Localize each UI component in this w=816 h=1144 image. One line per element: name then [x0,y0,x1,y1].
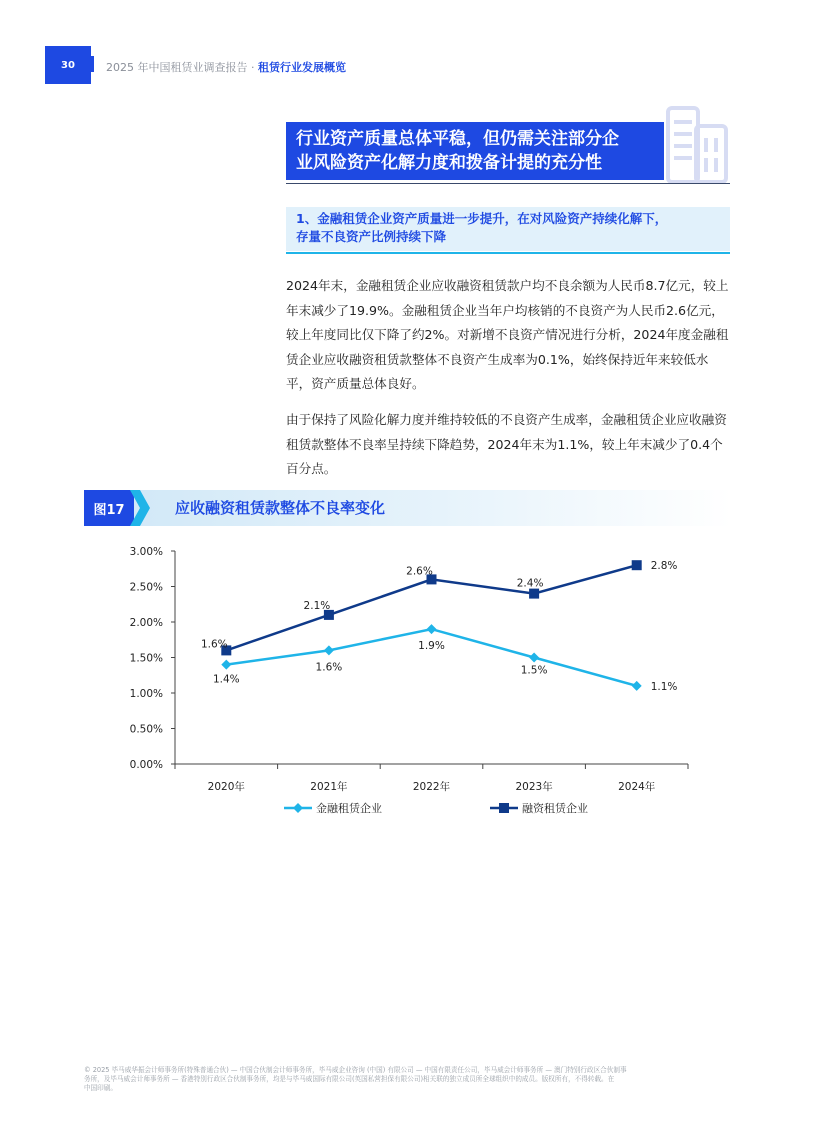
data-label: 1.6% [315,661,343,674]
y-tick-label: 2.00% [129,617,163,629]
y-tick-label: 2.50% [129,581,163,594]
line-chart [84,536,724,836]
figure-label: 图17 [84,490,134,526]
y-tick-label: 1.50% [129,652,163,665]
page-number: 30 [45,46,91,84]
data-point-marker [529,589,539,599]
x-tick-label: 2021年 [310,781,348,793]
data-label: 1.5% [520,664,548,677]
x-tick-label: 2024年 [618,781,656,793]
footer-line1: © 2025 毕马威华振会计师事务所(特殊普通合伙) — 中国合伙制会计师事务所，毕马威企业咨询 (中国) 有限公司 — 中国有限责任公司，毕马威会计师事务所 — 澳门特别行政区合伙制事 [84,1066,627,1074]
subheading [286,207,730,251]
x-tick-label: 2020年 [207,781,245,793]
chevron-right-icon [130,490,152,526]
subheading-line1: 1、金融租赁企业资产质量进一步提升，在对风险资产持续化解下， [296,211,668,226]
report-title: 2025 年中国租赁业调查报告 · [106,61,258,74]
data-label: 2.1% [303,599,331,612]
data-point-marker [632,681,642,691]
title-underline [286,183,730,184]
data-label: 1.6% [200,638,228,651]
body-paragraph-1: 2024年末，金融租赁企业应收融资租赁款户均不良余额为人民币8.7亿元，较上年末减少了19.9%。金融租赁企业当年户均核销的不良资产为人民币2.6亿元，较上年度同比仅下降了约2%。对新增不良资产情况进行分析，2024年度金融租赁企业应收融资租赁款整体不良资产生成率为0.1%，始终保持近年来较低水平，资产质量总体良好。 [286,278,729,391]
data-label: 1.4% [212,673,240,686]
section-name: 租赁行业发展概览 [257,61,346,74]
x-tick-label: 2023年 [515,781,553,793]
legend-label: 融资租赁企业 [522,802,588,815]
data-point-marker [529,653,539,663]
subheading-underline [286,252,730,254]
data-point-marker [221,660,231,670]
x-tick-label: 2022年 [412,781,451,793]
data-point-marker [632,560,642,570]
data-point-marker [427,624,437,634]
figure-title: 应收融资租赁款整体不良率变化 [175,499,386,517]
header-accent-bar [91,56,94,72]
data-label: 1.1% [650,680,678,693]
y-tick-label: 0.00% [129,759,163,771]
running-header [106,59,346,75]
y-tick-label: 1.00% [129,688,163,700]
copyright-footer [84,1066,734,1093]
subheading-line2: 存量不良资产比例持续下降 [296,229,447,244]
y-tick-label: 0.50% [129,723,163,736]
legend-label: 金融租赁企业 [316,802,382,815]
footer-line3: 中国印刷。 [84,1084,117,1092]
y-tick-label: 3.00% [129,546,163,558]
data-label: 2.6% [406,565,433,578]
data-label: 2.8% [650,560,678,573]
data-label: 2.4% [516,577,544,590]
data-label: 1.9% [418,640,445,653]
footer-line2: 务所，及毕马威会计师事务所 — 香港特别行政区合伙制事务所，均是与毕马威国际有限公司(英国私营担保有限公司)相关联的独立成员所全球组织中的成员。版权所有，不得转载。在 [84,1075,615,1083]
section-title [286,122,664,180]
building-icon [660,104,732,184]
data-point-marker [293,803,303,813]
section-title-line1: 行业资产质量总体平稳，但仍需关注部分企 [296,129,619,149]
data-point-marker [324,645,334,655]
body-paragraph-2: 由于保持了风险化解力度并维持较低的不良资产生成率，金融租赁企业应收融资租赁款整体不良率呈持续下降趋势，2024年末为1.1%，较上年末减少了0.4个百分点。 [286,412,727,476]
series-line-1 [226,629,636,686]
data-point-marker [499,803,509,813]
section-title-line2: 业风险资产化解力度和拨备计提的充分性 [296,153,602,173]
